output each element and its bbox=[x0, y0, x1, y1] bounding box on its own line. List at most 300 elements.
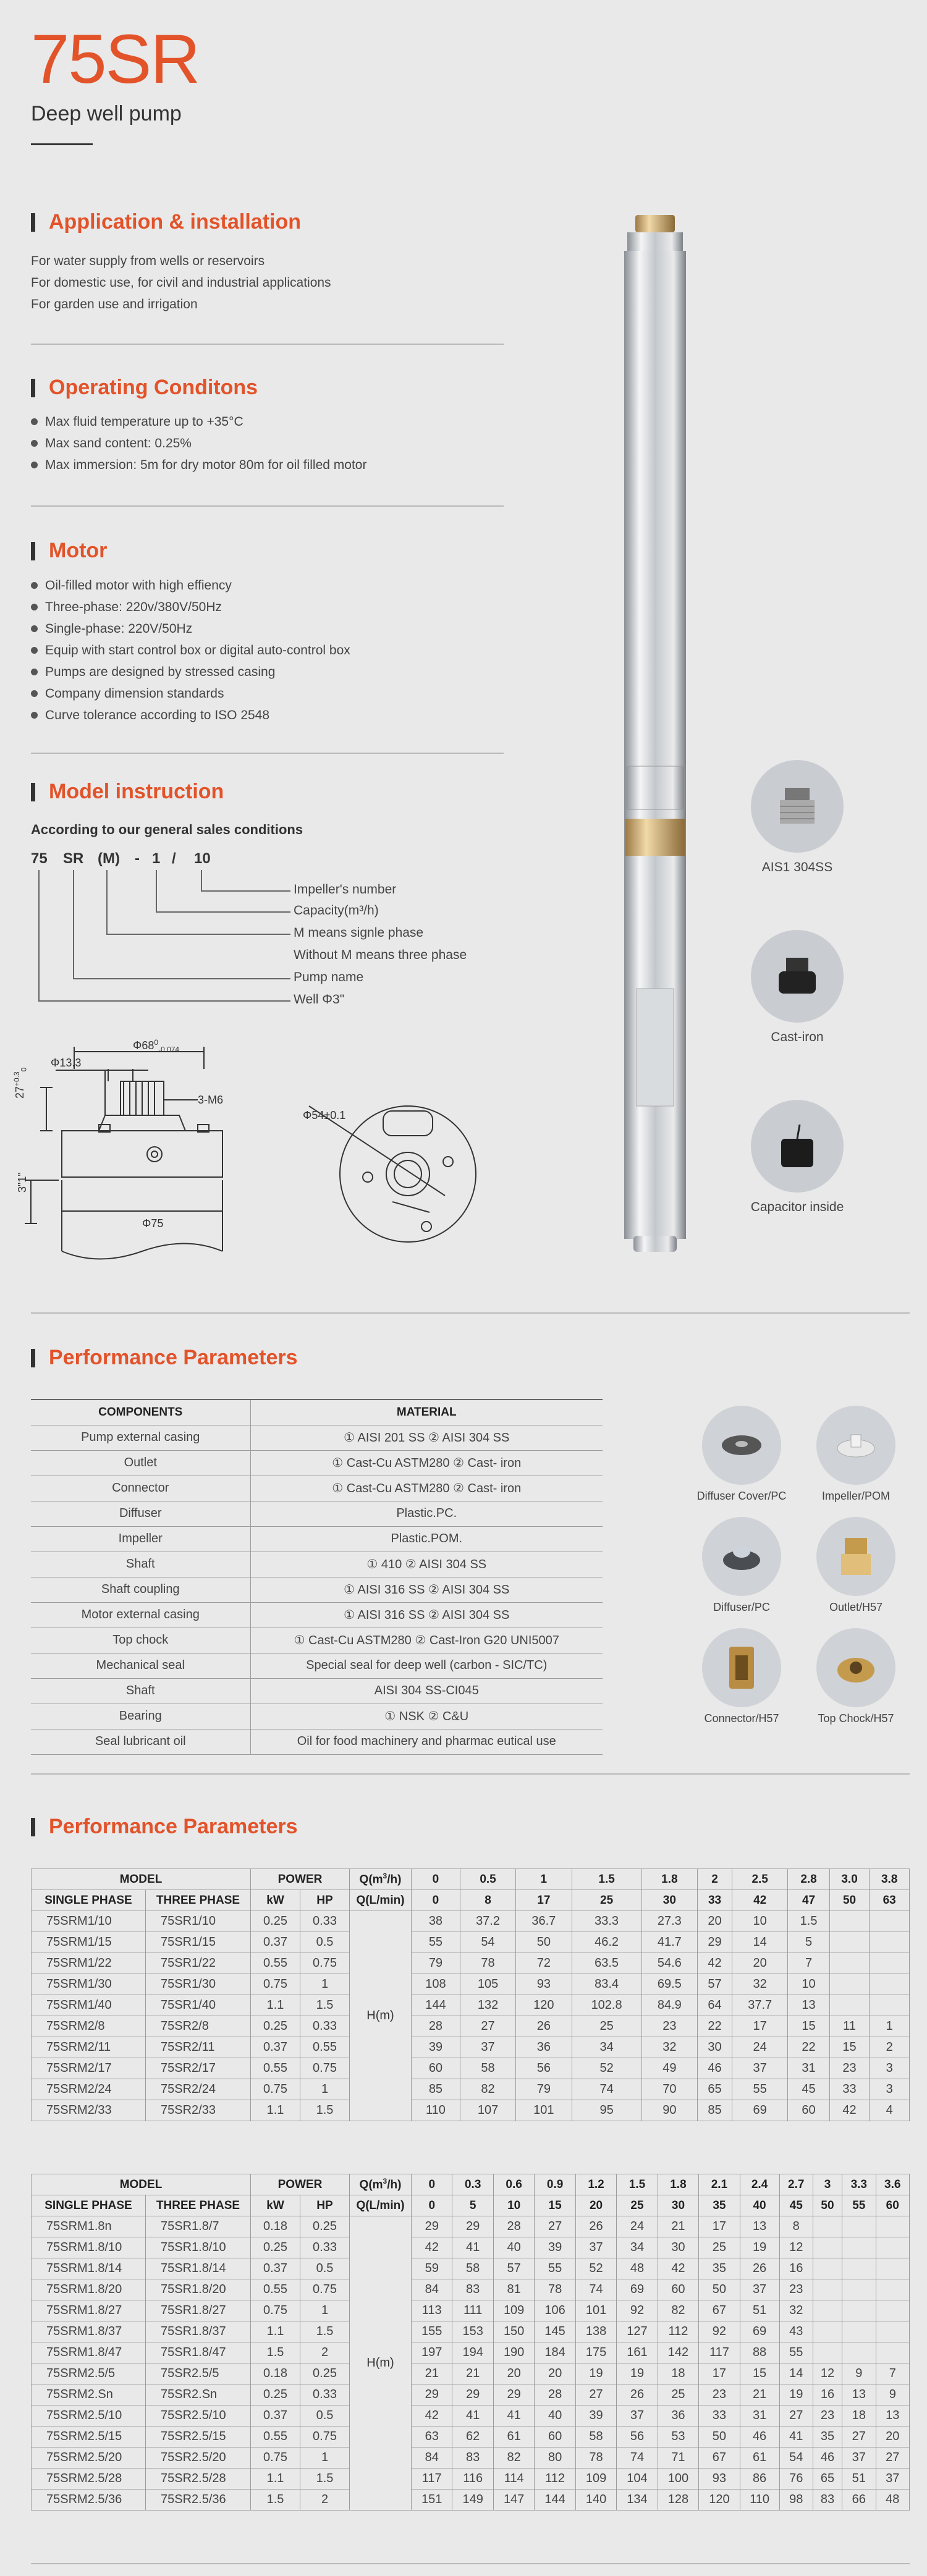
hp-cell: 0.55 bbox=[300, 2037, 350, 2058]
single-phase-cell: 75SRM2/11 bbox=[32, 2037, 146, 2058]
hp-cell: 1 bbox=[300, 2300, 350, 2321]
head-value-cell: 21 bbox=[658, 2216, 698, 2237]
component-cell: Shaft bbox=[31, 1552, 250, 1577]
head-value-cell: 106 bbox=[535, 2300, 575, 2321]
kw-cell: 0.37 bbox=[251, 1932, 300, 1953]
head-value-cell: 42 bbox=[698, 1953, 732, 1974]
head-value-cell: 149 bbox=[452, 2489, 493, 2511]
head-value-cell bbox=[842, 2342, 876, 2363]
table-row bbox=[32, 2058, 910, 2079]
performance-table-1 bbox=[31, 1869, 910, 2121]
head-value-cell: 63.5 bbox=[572, 1953, 641, 1974]
head-value-cell: 138 bbox=[575, 2321, 616, 2342]
bullet-icon bbox=[31, 625, 38, 632]
head-value-cell: 59 bbox=[412, 2258, 452, 2279]
material-cell: Special seal for deep well (carbon - SIC/TC) bbox=[250, 1653, 603, 1678]
q-m3h-cell: 2 bbox=[698, 1869, 732, 1890]
head-value-cell: 1 bbox=[870, 2016, 910, 2037]
head-value-cell: 15 bbox=[740, 2363, 779, 2384]
head-value-cell: 28 bbox=[412, 2016, 460, 2037]
component-cell: Top chock bbox=[31, 1628, 250, 1653]
table-row bbox=[31, 1501, 603, 1526]
head-value-cell: 117 bbox=[412, 2468, 452, 2489]
hp-cell: 0.5 bbox=[300, 1932, 350, 1953]
head-value-cell: 95 bbox=[572, 2100, 641, 2121]
head-value-cell: 42 bbox=[829, 2100, 870, 2121]
head-value-cell: 24 bbox=[617, 2216, 658, 2237]
head-value-cell: 37.7 bbox=[732, 1995, 788, 2016]
diffuser-icon bbox=[720, 1539, 763, 1574]
head-value-cell bbox=[829, 1974, 870, 1995]
three-phase-cell: 75SR2/33 bbox=[146, 2100, 251, 2121]
head-value-cell bbox=[876, 2237, 910, 2258]
head-value-cell: 69 bbox=[740, 2321, 779, 2342]
kw-cell: 0.55 bbox=[251, 2426, 300, 2447]
head-value-cell: 72 bbox=[516, 1953, 572, 1974]
performance-heading: Performance Parameters bbox=[31, 1815, 298, 1839]
q-m3h-cell: 0.6 bbox=[493, 2174, 534, 2195]
head-value-cell: 55 bbox=[412, 1932, 460, 1953]
hp-cell: 1 bbox=[300, 2079, 350, 2100]
bullet-icon bbox=[31, 712, 38, 719]
head-value-cell: 27 bbox=[460, 2016, 515, 2037]
head-value-cell: 54 bbox=[779, 2447, 813, 2468]
head-value-cell: 76 bbox=[779, 2468, 813, 2489]
head-value-cell: 194 bbox=[452, 2342, 493, 2363]
hp-cell: 0.25 bbox=[300, 2216, 350, 2237]
component-cell: Bearing bbox=[31, 1704, 250, 1729]
head-value-cell: 3 bbox=[870, 2058, 910, 2079]
head-value-cell: 22 bbox=[788, 2037, 829, 2058]
table-row bbox=[31, 1476, 603, 1501]
operating-list bbox=[31, 411, 366, 476]
head-value-cell: 41 bbox=[452, 2405, 493, 2426]
head-value-cell: 10 bbox=[788, 1974, 829, 1995]
motor-heading: Motor bbox=[31, 539, 107, 563]
kw-cell: 0.75 bbox=[251, 1974, 300, 1995]
three-phase-cell: 75SR1/22 bbox=[146, 1953, 251, 1974]
head-value-cell: 104 bbox=[617, 2468, 658, 2489]
head-value-cell: 69.5 bbox=[641, 1974, 697, 1995]
impeller-icon bbox=[834, 1430, 878, 1461]
component-cell: Shaft coupling bbox=[31, 1577, 250, 1602]
col-q-m3h: $Q(m^3/h)$ bbox=[350, 1869, 412, 1890]
head-value-cell: 82 bbox=[460, 2079, 515, 2100]
head-value-cell: 8 bbox=[779, 2216, 813, 2237]
code-dash: - bbox=[135, 850, 140, 867]
table-row bbox=[32, 1953, 910, 1974]
head-value-cell: 4 bbox=[870, 2100, 910, 2121]
list-item: Max immersion: 5m for dry motor 80m for oil filled motor bbox=[31, 454, 366, 476]
table-row bbox=[31, 1704, 603, 1729]
q-lmin-cell: 42 bbox=[732, 1890, 788, 1911]
label-well: Well Φ3" bbox=[294, 992, 345, 1007]
label-pump-name: Pump name bbox=[294, 970, 364, 984]
head-value-cell: 21 bbox=[740, 2384, 779, 2405]
head-value-cell: 19 bbox=[740, 2237, 779, 2258]
three-phase-cell: 75SR1/10 bbox=[146, 1911, 251, 1932]
component-cell: Seal lubricant oil bbox=[31, 1729, 250, 1754]
head-value-cell: 83 bbox=[452, 2279, 493, 2300]
code-size: 75 bbox=[31, 850, 48, 867]
material-cell: Plastic.PC. bbox=[250, 1501, 603, 1526]
head-value-cell: 29 bbox=[493, 2384, 534, 2405]
material-cell: ① 410 ② AISI 304 SS bbox=[250, 1552, 603, 1577]
head-value-cell bbox=[813, 2342, 842, 2363]
hp-cell: 1.5 bbox=[300, 2321, 350, 2342]
head-value-cell: 40 bbox=[535, 2405, 575, 2426]
dim-d54: Φ54±0.1 bbox=[303, 1109, 346, 1121]
head-value-cell: 27 bbox=[575, 2384, 616, 2405]
heading-bar-icon bbox=[31, 1818, 35, 1836]
head-value-cell: 82 bbox=[493, 2447, 534, 2468]
three-phase-cell: 75SR2.5/10 bbox=[146, 2405, 251, 2426]
three-phase-cell: 75SR2.5/15 bbox=[146, 2426, 251, 2447]
q-m3h-cell: 2.7 bbox=[779, 2174, 813, 2195]
head-value-cell: 109 bbox=[575, 2468, 616, 2489]
head-value-cell: 15 bbox=[829, 2037, 870, 2058]
head-value-cell: 55 bbox=[779, 2342, 813, 2363]
q-m3h-cell: 3 bbox=[813, 2174, 842, 2195]
code-slash: / bbox=[172, 850, 176, 867]
head-value-cell: 33 bbox=[829, 2079, 870, 2100]
head-value-cell: 23 bbox=[779, 2279, 813, 2300]
single-phase-cell: 75SRM2.5/15 bbox=[32, 2426, 146, 2447]
materials-heading: Performance Parameters bbox=[31, 1346, 298, 1370]
head-value-cell: 88 bbox=[740, 2342, 779, 2363]
header-row bbox=[32, 1890, 910, 1911]
title-underline bbox=[31, 143, 93, 145]
q-m3h-cell: 0 bbox=[412, 2174, 452, 2195]
three-phase-cell: 75SR2/8 bbox=[146, 2016, 251, 2037]
head-value-cell: 18 bbox=[842, 2405, 876, 2426]
list-item: Max sand content: 0.25% bbox=[31, 433, 366, 454]
head-value-cell: 17 bbox=[699, 2363, 740, 2384]
feature-cast-iron: Cast-iron bbox=[735, 930, 859, 1045]
q-lmin-cell: 30 bbox=[641, 1890, 697, 1911]
hp-cell: 0.75 bbox=[300, 2058, 350, 2079]
list-item: Single-phase: 220V/50Hz bbox=[31, 618, 350, 640]
single-phase-cell: 75SRM2/17 bbox=[32, 2058, 146, 2079]
head-value-cell: 54 bbox=[460, 1932, 515, 1953]
table-row bbox=[32, 2100, 910, 2121]
component-cell: Diffuser bbox=[31, 1501, 250, 1526]
bullet-icon bbox=[31, 440, 38, 447]
head-value-cell: 23 bbox=[699, 2384, 740, 2405]
head-value-cell bbox=[813, 2216, 842, 2237]
single-phase-cell: 75SRM2/24 bbox=[32, 2079, 146, 2100]
head-value-cell: 56 bbox=[516, 2058, 572, 2079]
head-value-cell: 31 bbox=[788, 2058, 829, 2079]
single-phase-cell: 75SRM1.8/37 bbox=[32, 2321, 146, 2342]
code-impellers: 10 bbox=[194, 850, 211, 867]
table-row bbox=[32, 2342, 910, 2363]
single-phase-cell: 75SRM2.Sn bbox=[32, 2384, 146, 2405]
q-lmin-cell: 25 bbox=[617, 2195, 658, 2216]
head-value-cell: 13 bbox=[740, 2216, 779, 2237]
hp-cell: 0.33 bbox=[300, 1911, 350, 1932]
kw-cell: 0.25 bbox=[251, 2016, 300, 2037]
kw-cell: 0.55 bbox=[251, 1953, 300, 1974]
dim-d133: Φ13.3 bbox=[51, 1057, 82, 1069]
col-q-lmin: Q(L/min) bbox=[350, 2195, 412, 2216]
capacitor-icon bbox=[772, 1121, 822, 1171]
head-value-cell: 37 bbox=[575, 2237, 616, 2258]
table-row bbox=[31, 1653, 603, 1678]
component-cell: Mechanical seal bbox=[31, 1653, 250, 1678]
head-value-cell: 9 bbox=[876, 2384, 910, 2405]
head-value-cell: 30 bbox=[658, 2237, 698, 2258]
head-value-cell: 70 bbox=[641, 2079, 697, 2100]
col-model: MODEL bbox=[32, 2174, 251, 2195]
table-row bbox=[31, 1628, 603, 1653]
component-cell: Impeller bbox=[31, 1526, 250, 1552]
head-value-cell: 37 bbox=[460, 2037, 515, 2058]
bullet-icon bbox=[31, 604, 38, 610]
head-value-cell: 33.3 bbox=[572, 1911, 641, 1932]
table-row bbox=[32, 2300, 910, 2321]
head-value-cell: 16 bbox=[813, 2384, 842, 2405]
single-phase-cell: 75SRM2.5/28 bbox=[32, 2468, 146, 2489]
col-three-phase: THREE PHASE bbox=[146, 1890, 251, 1911]
application-text: For water supply from wells or reservoirs For domestic use, for civil and industrial applications For garden use and irrigation bbox=[31, 254, 331, 311]
head-value-cell bbox=[870, 1995, 910, 2016]
col-components: COMPONENTS bbox=[31, 1400, 250, 1425]
head-value-cell: 82 bbox=[658, 2300, 698, 2321]
table-row bbox=[32, 1995, 910, 2016]
head-value-cell bbox=[829, 1953, 870, 1974]
hp-cell: 1 bbox=[300, 2447, 350, 2468]
three-phase-cell: 75SR1.8/7 bbox=[146, 2216, 251, 2237]
head-value-cell: 60 bbox=[658, 2279, 698, 2300]
three-phase-cell: 75SR2.Sn bbox=[146, 2384, 251, 2405]
three-phase-cell: 75SR2.5/36 bbox=[146, 2489, 251, 2511]
q-m3h-cell: 3.8 bbox=[870, 1869, 910, 1890]
head-value-cell: 54.6 bbox=[641, 1953, 697, 1974]
q-lmin-cell: 55 bbox=[842, 2195, 876, 2216]
three-phase-cell: 75SR1.8/20 bbox=[146, 2279, 251, 2300]
hp-cell: 1.5 bbox=[300, 1995, 350, 2016]
col-hp: HP bbox=[300, 1890, 350, 1911]
head-value-cell: 1.5 bbox=[788, 1911, 829, 1932]
table-row bbox=[32, 2363, 910, 2384]
q-lmin-cell: 47 bbox=[788, 1890, 829, 1911]
q-lmin-cell: 63 bbox=[870, 1890, 910, 1911]
head-value-cell: 26 bbox=[740, 2258, 779, 2279]
head-value-cell: 48 bbox=[617, 2258, 658, 2279]
head-value-cell: 61 bbox=[493, 2426, 534, 2447]
side-drawing bbox=[12, 1032, 235, 1322]
col-single-phase: SINGLE PHASE bbox=[32, 2195, 146, 2216]
dim-d75: Φ75 bbox=[142, 1217, 164, 1230]
head-value-cell: 62 bbox=[452, 2426, 493, 2447]
col-hp: HP bbox=[300, 2195, 350, 2216]
head-value-cell: 111 bbox=[452, 2300, 493, 2321]
list-item: Pumps are designed by stressed casing bbox=[31, 661, 350, 683]
table-row bbox=[31, 1678, 603, 1704]
head-value-cell: 85 bbox=[412, 2079, 460, 2100]
head-value-cell: 27 bbox=[779, 2405, 813, 2426]
head-value-cell: 10 bbox=[732, 1911, 788, 1932]
head-value-cell: 175 bbox=[575, 2342, 616, 2363]
q-m3h-cell: 0.5 bbox=[460, 1869, 515, 1890]
head-value-cell: 57 bbox=[698, 1974, 732, 1995]
table-row bbox=[31, 1450, 603, 1476]
single-phase-cell: 75SRM1/30 bbox=[32, 1974, 146, 1995]
single-phase-cell: 75SRM1/22 bbox=[32, 1953, 146, 1974]
head-value-cell: 120 bbox=[516, 1995, 572, 2016]
col-kw: kW bbox=[251, 1890, 300, 1911]
head-value-cell: 25 bbox=[699, 2237, 740, 2258]
head-value-cell: 67 bbox=[699, 2447, 740, 2468]
head-value-cell: 50 bbox=[516, 1932, 572, 1953]
head-value-cell: 161 bbox=[617, 2342, 658, 2363]
head-value-cell: 100 bbox=[658, 2468, 698, 2489]
head-value-cell: 84.9 bbox=[641, 1995, 697, 2016]
head-value-cell: 3 bbox=[870, 2079, 910, 2100]
head-value-cell bbox=[870, 1974, 910, 1995]
head-value-cell: 14 bbox=[779, 2363, 813, 2384]
head-value-cell: 21 bbox=[412, 2363, 452, 2384]
head-value-cell: 101 bbox=[516, 2100, 572, 2121]
head-value-cell: 13 bbox=[788, 1995, 829, 2016]
header-row bbox=[32, 2195, 910, 2216]
head-value-cell: 29 bbox=[412, 2384, 452, 2405]
table-row bbox=[31, 1526, 603, 1552]
q-lmin-cell: 15 bbox=[535, 2195, 575, 2216]
head-value-cell: 41 bbox=[493, 2405, 534, 2426]
table-row bbox=[31, 1729, 603, 1754]
head-value-cell: 128 bbox=[658, 2489, 698, 2511]
table-row bbox=[32, 1974, 910, 1995]
head-value-cell: 42 bbox=[412, 2405, 452, 2426]
head-value-cell bbox=[813, 2258, 842, 2279]
table-row bbox=[32, 2016, 910, 2037]
head-value-cell: 151 bbox=[412, 2489, 452, 2511]
head-value-cell: 39 bbox=[575, 2405, 616, 2426]
head-value-cell: 20 bbox=[698, 1911, 732, 1932]
part-top-chock: Top Chock/H57 bbox=[800, 1628, 912, 1725]
head-value-cell: 64 bbox=[698, 1995, 732, 2016]
head-value-cell: 153 bbox=[452, 2321, 493, 2342]
single-phase-cell: 75SRM1.8/10 bbox=[32, 2237, 146, 2258]
head-value-cell: 7 bbox=[876, 2363, 910, 2384]
head-value-cell: 36 bbox=[658, 2405, 698, 2426]
head-value-cell: 51 bbox=[740, 2300, 779, 2321]
head-value-cell: 37.2 bbox=[460, 1911, 515, 1932]
head-value-cell: 32 bbox=[641, 2037, 697, 2058]
head-value-cell: 86 bbox=[740, 2468, 779, 2489]
head-value-cell: 23 bbox=[829, 2058, 870, 2079]
head-value-cell: 110 bbox=[412, 2100, 460, 2121]
table-row bbox=[31, 1602, 603, 1628]
head-value-cell: 32 bbox=[732, 1974, 788, 1995]
kw-cell: 0.75 bbox=[251, 2079, 300, 2100]
head-value-cell: 197 bbox=[412, 2342, 452, 2363]
head-value-cell: 37 bbox=[876, 2468, 910, 2489]
head-value-cell: 79 bbox=[412, 1953, 460, 1974]
cast-iron-icon bbox=[772, 955, 822, 998]
head-value-cell: 37 bbox=[842, 2447, 876, 2468]
kw-cell: 1.1 bbox=[251, 2100, 300, 2121]
head-value-cell: 84 bbox=[412, 2279, 452, 2300]
head-value-cell: 142 bbox=[658, 2342, 698, 2363]
top-drawing bbox=[297, 1069, 507, 1279]
hp-cell: 0.33 bbox=[300, 2016, 350, 2037]
q-lmin-cell: 5 bbox=[452, 2195, 493, 2216]
table-row bbox=[32, 2237, 910, 2258]
head-value-cell: 29 bbox=[452, 2384, 493, 2405]
bullet-icon bbox=[31, 647, 38, 654]
q-m3h-cell: 3.0 bbox=[829, 1869, 870, 1890]
q-lmin-cell: 35 bbox=[699, 2195, 740, 2216]
component-cell: Connector bbox=[31, 1476, 250, 1501]
kw-cell: 1.1 bbox=[251, 2468, 300, 2489]
head-value-cell: 85 bbox=[698, 2100, 732, 2121]
material-cell: Oil for food machinery and pharmac eutical use bbox=[250, 1729, 603, 1754]
single-phase-cell: 75SRM1.8/20 bbox=[32, 2279, 146, 2300]
head-value-cell bbox=[829, 1911, 870, 1932]
label-single-phase: M means signle phase bbox=[294, 926, 424, 940]
head-value-cell: 22 bbox=[698, 2016, 732, 2037]
head-value-cell: 50 bbox=[699, 2426, 740, 2447]
head-value-cell: 31 bbox=[740, 2405, 779, 2426]
single-phase-cell: 75SRM1.8/27 bbox=[32, 2300, 146, 2321]
table-row bbox=[32, 2321, 910, 2342]
three-phase-cell: 75SR2/11 bbox=[146, 2037, 251, 2058]
q-lmin-cell: 60 bbox=[876, 2195, 910, 2216]
head-value-cell: 190 bbox=[493, 2342, 534, 2363]
head-value-cell: 35 bbox=[813, 2426, 842, 2447]
materials-table bbox=[31, 1399, 603, 1755]
head-value-cell: 34 bbox=[572, 2037, 641, 2058]
top-chock-icon bbox=[834, 1649, 878, 1686]
divider bbox=[31, 1312, 910, 1314]
single-phase-cell: 75SRM2.5/36 bbox=[32, 2489, 146, 2511]
q-m3h-cell: 0.9 bbox=[535, 2174, 575, 2195]
feature-adapter: AIS1 304SS bbox=[735, 760, 859, 875]
page-subtitle: Deep well pump bbox=[31, 102, 182, 125]
kw-cell: 1.5 bbox=[251, 2342, 300, 2363]
q-m3h-cell: 3.6 bbox=[876, 2174, 910, 2195]
component-cell: Shaft bbox=[31, 1678, 250, 1704]
label-capacity: Capacity(m³/h) bbox=[294, 903, 379, 918]
q-m3h-cell: 2.1 bbox=[699, 2174, 740, 2195]
head-value-cell: 145 bbox=[535, 2321, 575, 2342]
three-phase-cell: 75SR1/40 bbox=[146, 1995, 251, 2016]
q-m3h-cell: 2.8 bbox=[788, 1869, 829, 1890]
head-value-cell bbox=[870, 1911, 910, 1932]
side-drawing-svg bbox=[12, 1032, 235, 1322]
head-value-cell: 93 bbox=[699, 2468, 740, 2489]
part-diffuser: Diffuser/PC bbox=[686, 1517, 797, 1614]
head-value-cell: 65 bbox=[698, 2079, 732, 2100]
head-value-cell: 39 bbox=[535, 2237, 575, 2258]
page-title: 75SR bbox=[31, 20, 200, 98]
part-connector: Connector/H57 bbox=[686, 1628, 797, 1725]
head-value-cell: 140 bbox=[575, 2489, 616, 2511]
table-row bbox=[31, 1552, 603, 1577]
three-phase-cell: 75SR1.8/47 bbox=[146, 2342, 251, 2363]
code-capacity: 1 bbox=[152, 850, 161, 867]
head-value-cell: 23 bbox=[813, 2405, 842, 2426]
component-cell: Outlet bbox=[31, 1450, 250, 1476]
head-value-cell bbox=[813, 2237, 842, 2258]
head-value-cell: 34 bbox=[617, 2237, 658, 2258]
head-value-cell: 83 bbox=[452, 2447, 493, 2468]
head-value-cell: 116 bbox=[452, 2468, 493, 2489]
kw-cell: 0.37 bbox=[251, 2258, 300, 2279]
